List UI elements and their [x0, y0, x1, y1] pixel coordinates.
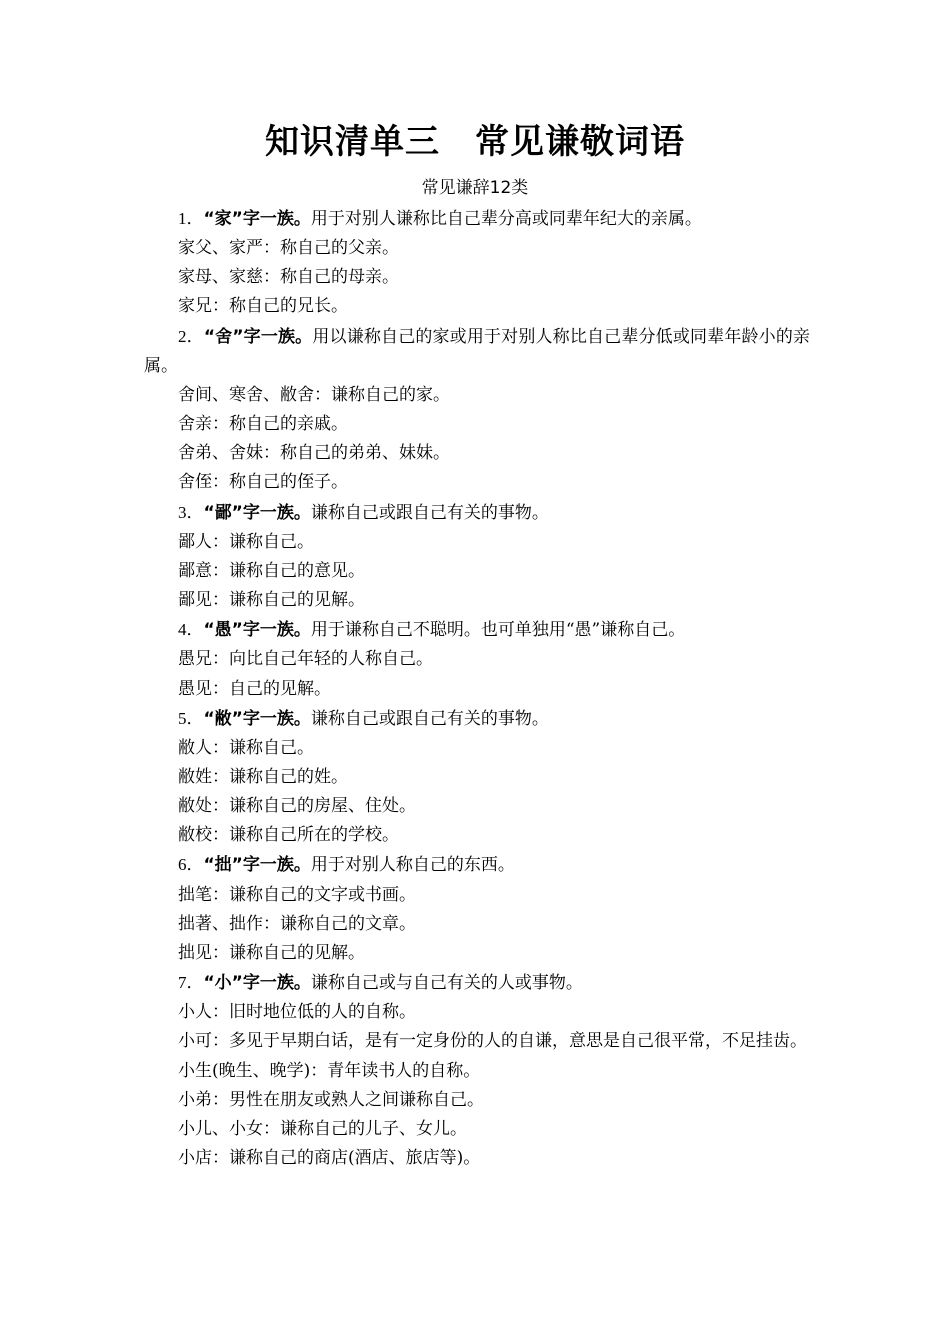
page-title: 知识清单三 常见谦敬词语: [265, 122, 685, 162]
section-heading: [144, 704, 810, 734]
entry-item: 敝姓：谦称自己的姓。: [178, 766, 348, 787]
entry-item: 鄙见：谦称自己的见解。: [178, 590, 365, 611]
page-subtitle: 常见谦辞12类: [421, 178, 529, 198]
section-heading: [144, 615, 810, 645]
entry-item: 舍亲：称自己的亲戚。: [178, 414, 348, 435]
section-number: 7．: [178, 973, 204, 993]
section-number: 1．: [178, 209, 204, 228]
section-description: 谦称自己或跟自己有关的事物。: [310, 708, 549, 729]
section-number: 4．: [178, 620, 204, 640]
section-title: “鄙”字一族。: [203, 502, 311, 523]
entry-item: 鄙意：谦称自己的意见。: [178, 560, 365, 581]
section-description: 谦称自己或跟自己有关的事物。: [310, 502, 549, 523]
entry-item: 小人：旧时地位低的人的自称。: [178, 1002, 416, 1023]
section-number: 5．: [178, 708, 204, 728]
entry-item: 愚见：自己的见解。: [178, 678, 331, 699]
section-title: “拙”字一族。: [203, 855, 311, 876]
entry-item: 家母、家慈：称自己的母亲。: [178, 267, 399, 288]
section-number: 6．: [178, 855, 204, 875]
section-description: 用于对别人谦称比自己辈分高或同辈年纪大的亲属。: [310, 209, 702, 229]
entry-item: 鄙人：谦称自己。: [178, 531, 314, 552]
section-heading: [144, 498, 810, 528]
section-description: 用以谦称自己的家或用于对别人称比自己辈分低或同辈年龄小的亲属。: [144, 326, 811, 376]
section-title: “舍”字一族。: [203, 326, 313, 347]
entry-item: 拙笔：谦称自己的文字或书画。: [178, 884, 416, 905]
section-number: 2．: [178, 326, 204, 346]
entry-item: 舍间、寒舍、敝舍：谦称自己的家。: [178, 384, 450, 405]
section-heading: [144, 850, 810, 880]
entry-item: 拙见：谦称自己的见解。: [178, 942, 365, 963]
section-title: “小”字一族。: [203, 973, 311, 994]
section-heading: [144, 204, 810, 234]
entry-item: 愚兄：向比自己年轻的人称自己。: [178, 649, 433, 670]
entry-item: 小生(晚生、晚学)：青年读书人的自称。: [178, 1060, 481, 1081]
section-number: 3．: [178, 502, 204, 522]
entry-item: 敝人：谦称自己。: [178, 737, 314, 758]
entry-item: 舍弟、舍妹：称自己的弟弟、妹妹。: [178, 443, 450, 464]
section-description: 用于谦称自己不聪明。也可单独用“愚”谦称自己。: [310, 620, 686, 641]
section-heading: [144, 968, 810, 998]
section-title: “愚”字一族。: [203, 620, 311, 641]
section-heading: [144, 322, 810, 381]
entry-item: 家兄：称自己的兄长。: [178, 296, 348, 317]
section-description: 用于对别人称自己的东西。: [310, 855, 515, 876]
section-description: 谦称自己或与自己有关的人或事物。: [310, 973, 583, 994]
entry-item: 小店：谦称自己的商店(酒店、旅店等)。: [178, 1148, 481, 1168]
entry-item: 小儿、小女：谦称自己的儿子、女儿。: [178, 1118, 467, 1139]
entry-item: 舍侄：称自己的侄子。: [178, 472, 348, 493]
section-title: “敝”字一族。: [203, 708, 311, 729]
entry-item: 小弟：男性在朋友或熟人之间谦称自己。: [178, 1089, 484, 1110]
entry-item: 拙著、拙作：谦称自己的文章。: [178, 913, 416, 934]
entry-item: 敝处：谦称自己的房屋、住处。: [178, 796, 416, 817]
document-body: [144, 204, 810, 1173]
section-title: “家”字一族。: [203, 209, 311, 229]
entry-item: 敝校：谦称自己所在的学校。: [178, 825, 399, 846]
entry-item: 家父、家严：称自己的父亲。: [178, 238, 399, 259]
entry-item: 小可：多见于早期白话，是有一定身份的人的自谦，意思是自己很平常，不足挂齿。: [178, 1031, 807, 1052]
